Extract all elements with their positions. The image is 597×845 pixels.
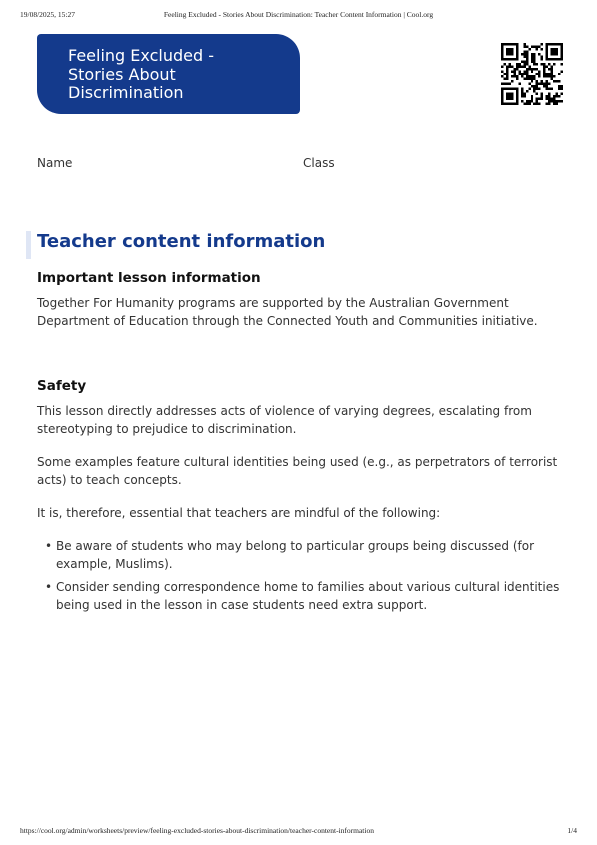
important-info-heading: Important lesson information — [37, 270, 261, 286]
safety-paragraph: It is, therefore, essential that teachers are mindful of the following: — [37, 506, 441, 520]
qr-code-icon — [501, 43, 563, 105]
safety-heading: Safety — [37, 378, 87, 394]
page-heading: Teacher content information — [37, 231, 326, 252]
safety-bullet-list — [37, 537, 572, 619]
title-banner — [37, 34, 300, 114]
banner-title-line: Stories About — [68, 64, 176, 84]
safety-paragraph: Some examples feature cultural identities being used (e.g., as perpetrators of terrorist acts) to teach concepts. — [37, 455, 558, 487]
list-item — [37, 537, 572, 573]
print-document-title: Feeling Excluded - Stories About Discrimination: Teacher Content Information | Cool.org — [163, 10, 434, 19]
funding-paragraph: Together For Humanity programs are supported by the Australian Government Department of Education through the Connected Youth and Communities initiative. — [37, 296, 538, 328]
heading-accent-bar — [26, 231, 31, 259]
name-field-label: Name — [37, 156, 73, 170]
list-item-text: Consider sending correspondence home to families about various cultural identities being used in the lesson in case students need extra support. — [56, 580, 560, 612]
print-datetime: 19/08/2025, 15:27 — [20, 10, 76, 19]
print-url: https://cool.org/admin/worksheets/preview/feeling-excluded-stories-about-discrimination/teacher-content-information — [20, 826, 374, 835]
banner-title-line: Discrimination — [68, 83, 184, 102]
page-number: 1/4 — [567, 826, 577, 835]
class-field-label: Class — [303, 156, 335, 170]
bullet-icon: • — [45, 539, 53, 553]
list-item-text: Be aware of students who may belong to particular groups being discussed (for example, Muslims). — [56, 539, 535, 571]
bullet-icon: • — [45, 580, 53, 594]
safety-paragraph: This lesson directly addresses acts of violence of varying degrees, escalating from stereotyping to prejudice to discrimination. — [37, 404, 532, 436]
list-item — [37, 578, 572, 614]
banner-title-line: Feeling Excluded - — [68, 46, 214, 65]
